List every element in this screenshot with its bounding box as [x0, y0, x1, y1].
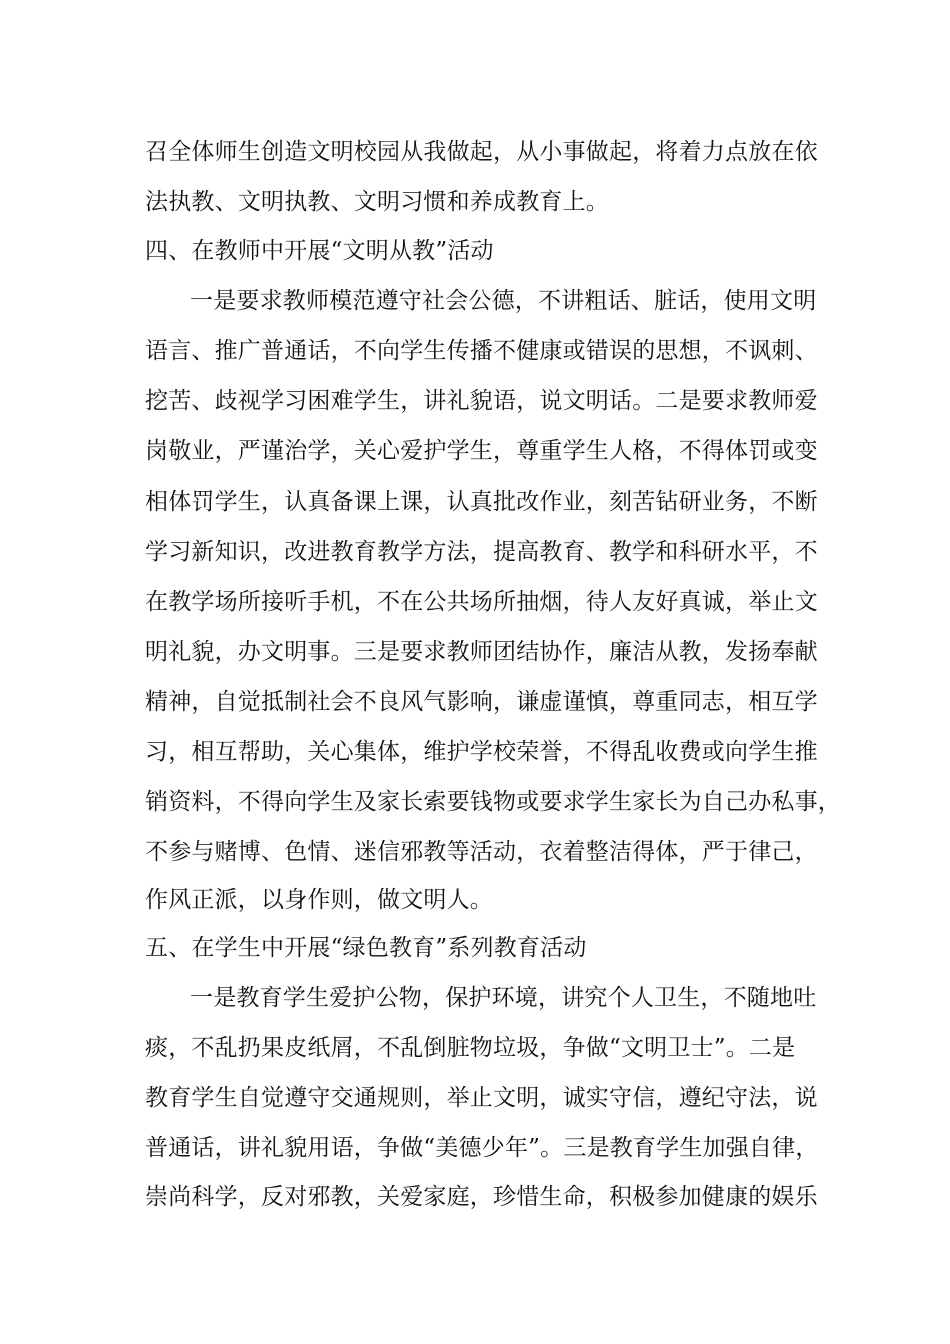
text-line: 召全体师生创造文明校园从我做起，从小事做起，将着力点放在依	[145, 139, 818, 165]
text-line: 在教学场所接听手机，不在公共场所抽烟，待人友好真诚，举止文	[145, 589, 818, 615]
text-line: 作风正派，以身作则，做文明人。	[145, 887, 493, 913]
text-line: 普通话，讲礼貌用语，争做“美德少年”。三是教育学生加强自律，	[145, 1135, 819, 1161]
text-line: 不参与赌博、色情、迷信邪教等活动，衣着整洁得体，严于律己，	[145, 839, 818, 865]
text-line: 法执教、文明执教、文明习惯和养成教育上。	[145, 189, 609, 215]
text-line: 语言、推广普通话，不向学生传播不健康或错误的思想，不讽刺、	[145, 338, 818, 364]
text-line: 习，相互帮助，关心集体，维护学校荣誉，不得乱收费或向学生推	[145, 739, 818, 765]
text-line: 精神，自觉抵制社会不良风气影响，谦虚谨慎，尊重同志，相互学	[145, 689, 818, 715]
text-line: 崇尚科学，反对邪教，关爱家庭，珍惜生命，积极参加健康的娱乐	[145, 1184, 818, 1210]
text-line: 一是教育学生爱护公物，保护环境，讲究个人卫生，不随地吐	[190, 985, 817, 1011]
text-line: 痰，不乱扔果皮纸屑，不乱倒脏物垃圾，争做“文明卫士”。二是	[145, 1035, 796, 1061]
text-line: 销资料，不得向学生及家长索要钱物或要求学生家长为自己办私事，	[145, 789, 841, 815]
text-line: 学习新知识，改进教育教学方法，提高教育、教学和科研水平，不	[145, 539, 818, 565]
section-heading: 四、在教师中开展“文明从教”活动	[145, 238, 494, 264]
text-line: 教育学生自觉遵守交通规则，举止文明，诚实守信，遵纪守法，说	[145, 1085, 818, 1111]
text-line: 岗敬业，严谨治学，关心爱护学生，尊重学生人格，不得体罚或变	[145, 438, 818, 464]
text-line: 挖苦、歧视学习困难学生，讲礼貌语，说文明话。二是要求教师爱	[145, 388, 818, 414]
text-line: 一是要求教师模范遵守社会公德，不讲粗话、脏话，使用文明	[190, 288, 817, 314]
text-line: 相体罚学生，认真备课上课，认真批改作业，刻苦钻研业务，不断	[145, 489, 818, 515]
section-heading: 五、在学生中开展“绿色教育”系列教育活动	[145, 935, 587, 961]
text-line: 明礼貌，办文明事。三是要求教师团结协作，廉洁从教，发扬奉献	[145, 639, 818, 665]
